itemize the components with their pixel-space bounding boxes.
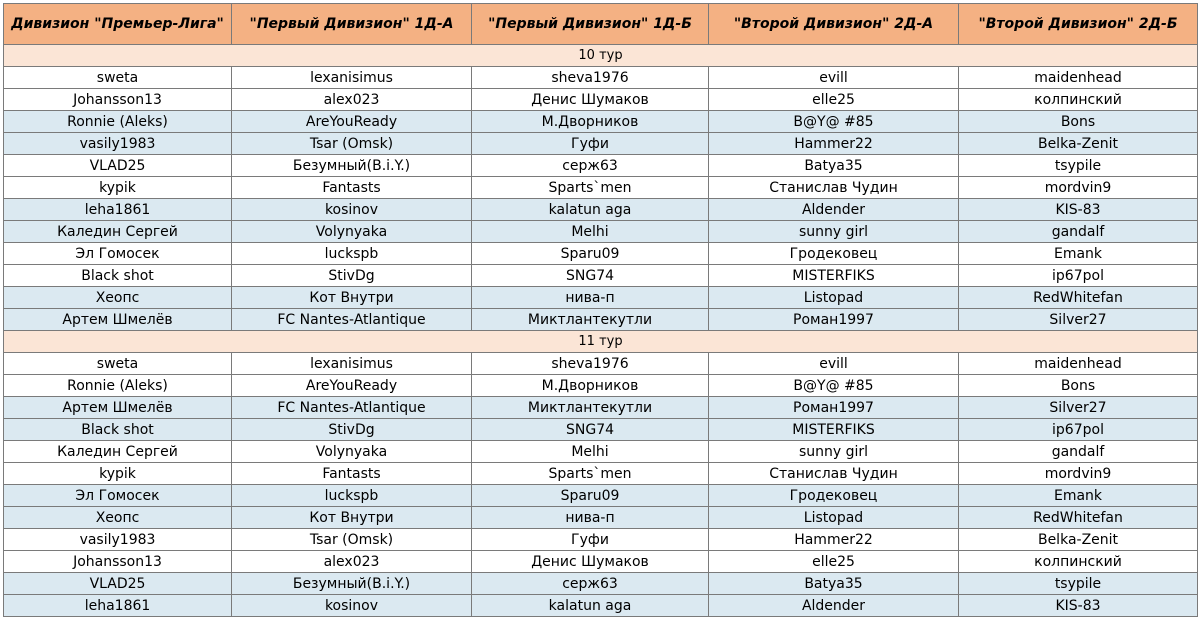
table-row bbox=[4, 287, 1198, 309]
player-cell: kypik bbox=[4, 463, 232, 485]
player-cell: luckspb bbox=[232, 243, 472, 265]
table-row bbox=[4, 177, 1198, 199]
table-row bbox=[4, 353, 1198, 375]
header-second-division-b: "Второй Дивизион" 2Д-Б bbox=[959, 4, 1198, 45]
player-cell: B@Y@ #85 bbox=[709, 111, 959, 133]
player-cell: Listopad bbox=[709, 507, 959, 529]
tour-label: 10 тур bbox=[4, 45, 1198, 67]
table-row bbox=[4, 155, 1198, 177]
player-cell: Денис Шумаков bbox=[472, 551, 709, 573]
player-cell: MISTERFIKS bbox=[709, 419, 959, 441]
table-row bbox=[4, 397, 1198, 419]
player-cell: AreYouReady bbox=[232, 375, 472, 397]
player-cell: Aldender bbox=[709, 199, 959, 221]
table-row bbox=[4, 309, 1198, 331]
player-cell: Роман1997 bbox=[709, 309, 959, 331]
player-cell: maidenhead bbox=[959, 67, 1198, 89]
player-cell: нива-п bbox=[472, 287, 709, 309]
player-cell: sheva1976 bbox=[472, 353, 709, 375]
player-cell: Emank bbox=[959, 243, 1198, 265]
player-cell: ip67pol bbox=[959, 419, 1198, 441]
player-cell: Hammer22 bbox=[709, 529, 959, 551]
table-row bbox=[4, 133, 1198, 155]
player-cell: sheva1976 bbox=[472, 67, 709, 89]
player-cell: Black shot bbox=[4, 265, 232, 287]
table-row bbox=[4, 89, 1198, 111]
header-premier-league: Дивизион "Премьер-Лига" bbox=[4, 4, 232, 45]
player-cell: alex023 bbox=[232, 89, 472, 111]
player-cell: SNG74 bbox=[472, 419, 709, 441]
player-cell: alex023 bbox=[232, 551, 472, 573]
player-cell: gandalf bbox=[959, 221, 1198, 243]
player-cell: Fantasts bbox=[232, 177, 472, 199]
player-cell: колпинский bbox=[959, 89, 1198, 111]
table-row bbox=[4, 595, 1198, 617]
player-cell: luckspb bbox=[232, 485, 472, 507]
player-cell: Станислав Чудин bbox=[709, 463, 959, 485]
header-second-division-a: "Второй Дивизион" 2Д-А bbox=[709, 4, 959, 45]
player-cell: Гуфи bbox=[472, 529, 709, 551]
table-row bbox=[4, 507, 1198, 529]
player-cell: Гродековец bbox=[709, 243, 959, 265]
table-row bbox=[4, 67, 1198, 89]
table-row bbox=[4, 529, 1198, 551]
player-cell: vasily1983 bbox=[4, 529, 232, 551]
player-cell: gandalf bbox=[959, 441, 1198, 463]
player-cell: MISTERFIKS bbox=[709, 265, 959, 287]
player-cell: Silver27 bbox=[959, 309, 1198, 331]
player-cell: B@Y@ #85 bbox=[709, 375, 959, 397]
player-cell: Sparts`men bbox=[472, 463, 709, 485]
player-cell: sweta bbox=[4, 67, 232, 89]
player-cell: kalatun aga bbox=[472, 595, 709, 617]
player-cell: kosinov bbox=[232, 199, 472, 221]
player-cell: vasily1983 bbox=[4, 133, 232, 155]
player-cell: sunny girl bbox=[709, 221, 959, 243]
header-first-division-b: "Первый Дивизион" 1Д-Б bbox=[472, 4, 709, 45]
player-cell: KIS-83 bbox=[959, 199, 1198, 221]
player-cell: tsypile bbox=[959, 155, 1198, 177]
player-cell: mordvin9 bbox=[959, 177, 1198, 199]
table-row bbox=[4, 485, 1198, 507]
player-cell: sunny girl bbox=[709, 441, 959, 463]
player-cell: Tsar (Omsk) bbox=[232, 133, 472, 155]
player-cell: leha1861 bbox=[4, 595, 232, 617]
player-cell: Tsar (Omsk) bbox=[232, 529, 472, 551]
player-cell: Хеопс bbox=[4, 287, 232, 309]
player-cell: StivDg bbox=[232, 265, 472, 287]
table-row bbox=[4, 221, 1198, 243]
player-cell: Sparts`men bbox=[472, 177, 709, 199]
tour-header-row bbox=[4, 45, 1198, 67]
player-cell: Black shot bbox=[4, 419, 232, 441]
player-cell: Belka-Zenit bbox=[959, 133, 1198, 155]
player-cell: Эл Гомосек bbox=[4, 243, 232, 265]
table-row bbox=[4, 111, 1198, 133]
player-cell: evill bbox=[709, 67, 959, 89]
player-cell: Johansson13 bbox=[4, 551, 232, 573]
player-cell: серж63 bbox=[472, 573, 709, 595]
player-cell: Ronnie (Aleks) bbox=[4, 111, 232, 133]
player-cell: Melhi bbox=[472, 441, 709, 463]
player-cell: FC Nantes-Atlantique bbox=[232, 309, 472, 331]
player-cell: Volynyaka bbox=[232, 441, 472, 463]
table-row bbox=[4, 375, 1198, 397]
player-cell: Bons bbox=[959, 375, 1198, 397]
player-cell: М.Дворников bbox=[472, 375, 709, 397]
table-row bbox=[4, 243, 1198, 265]
player-cell: Sparu09 bbox=[472, 485, 709, 507]
player-cell: ip67pol bbox=[959, 265, 1198, 287]
player-cell: sweta bbox=[4, 353, 232, 375]
player-cell: Миктлантекутли bbox=[472, 309, 709, 331]
player-cell: Каледин Сергей bbox=[4, 441, 232, 463]
player-cell: SNG74 bbox=[472, 265, 709, 287]
player-cell: maidenhead bbox=[959, 353, 1198, 375]
player-cell: Артем Шмелёв bbox=[4, 397, 232, 419]
player-cell: kalatun aga bbox=[472, 199, 709, 221]
player-cell: Emank bbox=[959, 485, 1198, 507]
player-cell: evill bbox=[709, 353, 959, 375]
player-cell: StivDg bbox=[232, 419, 472, 441]
pairings-table bbox=[3, 3, 1198, 617]
player-cell: RedWhitefan bbox=[959, 507, 1198, 529]
player-cell: Fantasts bbox=[232, 463, 472, 485]
header-row bbox=[4, 4, 1198, 45]
table-row bbox=[4, 419, 1198, 441]
player-cell: Артем Шмелёв bbox=[4, 309, 232, 331]
player-cell: Эл Гомосек bbox=[4, 485, 232, 507]
header-first-division-a: "Первый Дивизион" 1Д-А bbox=[232, 4, 472, 45]
player-cell: Hammer22 bbox=[709, 133, 959, 155]
player-cell: kypik bbox=[4, 177, 232, 199]
player-cell: Миктлантекутли bbox=[472, 397, 709, 419]
player-cell: Безумный(B.i.Y.) bbox=[232, 573, 472, 595]
player-cell: Ronnie (Aleks) bbox=[4, 375, 232, 397]
player-cell: Безумный(B.i.Y.) bbox=[232, 155, 472, 177]
tour-header-row bbox=[4, 331, 1198, 353]
player-cell: Belka-Zenit bbox=[959, 529, 1198, 551]
player-cell: KIS-83 bbox=[959, 595, 1198, 617]
player-cell: Bons bbox=[959, 111, 1198, 133]
player-cell: FC Nantes-Atlantique bbox=[232, 397, 472, 419]
player-cell: Aldender bbox=[709, 595, 959, 617]
table-row bbox=[4, 551, 1198, 573]
player-cell: Johansson13 bbox=[4, 89, 232, 111]
player-cell: Melhi bbox=[472, 221, 709, 243]
player-cell: Станислав Чудин bbox=[709, 177, 959, 199]
player-cell: Хеопс bbox=[4, 507, 232, 529]
player-cell: Кот Внутри bbox=[232, 507, 472, 529]
table-row bbox=[4, 463, 1198, 485]
player-cell: Гродековец bbox=[709, 485, 959, 507]
player-cell: Гуфи bbox=[472, 133, 709, 155]
player-cell: Silver27 bbox=[959, 397, 1198, 419]
table-body bbox=[4, 45, 1198, 617]
table-row bbox=[4, 441, 1198, 463]
player-cell: RedWhitefan bbox=[959, 287, 1198, 309]
tour-label: 11 тур bbox=[4, 331, 1198, 353]
player-cell: Batya35 bbox=[709, 573, 959, 595]
player-cell: tsypile bbox=[959, 573, 1198, 595]
player-cell: lexanisimus bbox=[232, 67, 472, 89]
player-cell: leha1861 bbox=[4, 199, 232, 221]
player-cell: kosinov bbox=[232, 595, 472, 617]
player-cell: серж63 bbox=[472, 155, 709, 177]
player-cell: AreYouReady bbox=[232, 111, 472, 133]
player-cell: lexanisimus bbox=[232, 353, 472, 375]
player-cell: Batya35 bbox=[709, 155, 959, 177]
table-row bbox=[4, 265, 1198, 287]
player-cell: М.Дворников bbox=[472, 111, 709, 133]
player-cell: mordvin9 bbox=[959, 463, 1198, 485]
player-cell: Каледин Сергей bbox=[4, 221, 232, 243]
player-cell: elle25 bbox=[709, 551, 959, 573]
player-cell: Денис Шумаков bbox=[472, 89, 709, 111]
player-cell: VLAD25 bbox=[4, 573, 232, 595]
player-cell: нива-п bbox=[472, 507, 709, 529]
player-cell: Роман1997 bbox=[709, 397, 959, 419]
player-cell: Listopad bbox=[709, 287, 959, 309]
player-cell: Кот Внутри bbox=[232, 287, 472, 309]
player-cell: Sparu09 bbox=[472, 243, 709, 265]
player-cell: VLAD25 bbox=[4, 155, 232, 177]
player-cell: колпинский bbox=[959, 551, 1198, 573]
table-row bbox=[4, 199, 1198, 221]
table-row bbox=[4, 573, 1198, 595]
player-cell: Volynyaka bbox=[232, 221, 472, 243]
player-cell: elle25 bbox=[709, 89, 959, 111]
